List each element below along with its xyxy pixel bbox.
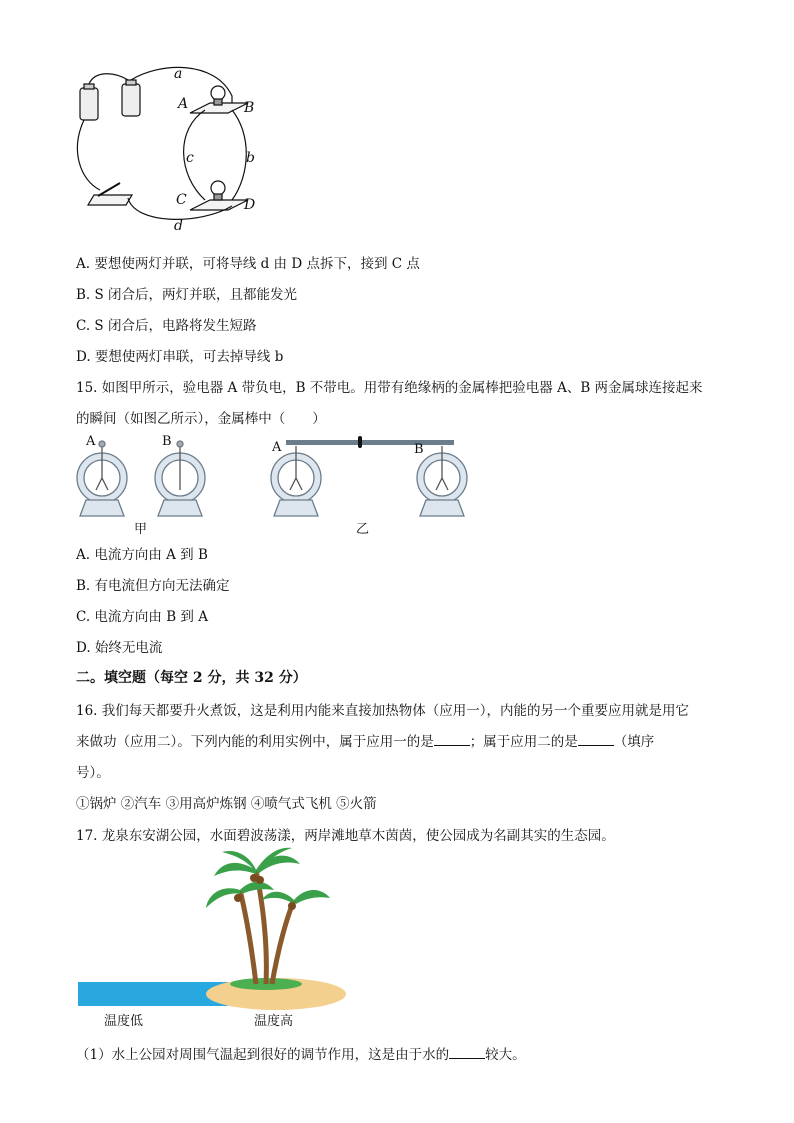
q16-items: ①锅炉 ②汽车 ③用高炉炼钢 ④喷气式飞机 ⑤火箭 bbox=[76, 796, 377, 812]
fig-yi-label-b: B bbox=[414, 442, 424, 457]
q15-stem-line2: 的瞬间（如图乙所示），金属棒中（ ） bbox=[76, 411, 326, 427]
q16-answer-blank-1[interactable] bbox=[434, 733, 470, 746]
q15-option-a: A. 电流方向由 A 到 B bbox=[76, 547, 208, 563]
q15-option-d: D. 始终无电流 bbox=[76, 640, 163, 656]
fig-jia-label-a: A bbox=[86, 434, 96, 449]
label-temperature-high: 温度高 bbox=[254, 1014, 294, 1029]
q17-stem: 17. 龙泉东安湖公园，水面碧波荡漾，两岸滩地草木茵茵，使公园成为名副其实的生态园。 bbox=[76, 828, 615, 844]
q14-option-b: B. S 闭合后，两灯并联，且都能发光 bbox=[76, 287, 298, 303]
label-a: a bbox=[174, 66, 183, 82]
q16-answer-blank-2[interactable] bbox=[578, 733, 614, 746]
fig-jia-caption: 甲 bbox=[134, 522, 148, 537]
label-A: A bbox=[178, 96, 189, 112]
q16-line2-part2: ；属于应用二的是 bbox=[469, 734, 578, 750]
island-figure bbox=[0, 0, 794, 200]
q16-line2-part1: 来做功（应用二）。下列内能的利用实例中，属于应用一的是 bbox=[76, 734, 434, 750]
fig-yi-label-a: A bbox=[272, 440, 282, 455]
label-B: B bbox=[244, 100, 255, 116]
q14-option-d: D. 要想使两灯串联，可去掉导线 b bbox=[76, 349, 284, 365]
q17-answer-blank-1[interactable] bbox=[449, 1046, 485, 1059]
label-c: c bbox=[186, 150, 194, 166]
section-title: 二。填空题（每空 2 分，共 32 分） bbox=[76, 670, 307, 686]
q17-sub1-part2: 较大。 bbox=[485, 1047, 526, 1063]
q16-line2-part3: （填序 bbox=[613, 734, 655, 750]
q14-option-c: C. S 闭合后，电路将发生短路 bbox=[76, 318, 257, 334]
fig-jia-label-b: B bbox=[162, 434, 172, 449]
label-C: C bbox=[176, 192, 187, 208]
q15-option-c: C. 电流方向由 B 到 A bbox=[76, 609, 208, 625]
q15-stem-line1: 15. 如图甲所示，验电器 A 带负电，B 不带电。用带有绝缘柄的金属棒把验电器 A、B 两金属球连接起来 bbox=[76, 380, 703, 396]
q16-line2 bbox=[76, 730, 654, 750]
q16-line3: 号）。 bbox=[76, 765, 110, 781]
label-d: d bbox=[174, 218, 183, 234]
q14-option-a: A. 要想使两灯并联，可将导线 d 由 D 点拆下，接到 C 点 bbox=[76, 256, 420, 272]
label-b: b bbox=[246, 150, 255, 166]
fig-yi-caption: 乙 bbox=[356, 522, 370, 537]
q17-sub1 bbox=[76, 1043, 526, 1063]
q16-line1: 16. 我们每天都要升火煮饭，这是利用内能来直接加热物体（应用一），内能的另一个重要应用就是用它 bbox=[76, 703, 690, 719]
q17-sub1-part1: （1）水上公园对周围气温起到很好的调节作用，这是由于水的 bbox=[76, 1047, 450, 1063]
label-temperature-low: 温度低 bbox=[104, 1014, 144, 1029]
q15-option-b: B. 有电流但方向无法确定 bbox=[76, 578, 230, 594]
label-D: D bbox=[244, 197, 256, 213]
